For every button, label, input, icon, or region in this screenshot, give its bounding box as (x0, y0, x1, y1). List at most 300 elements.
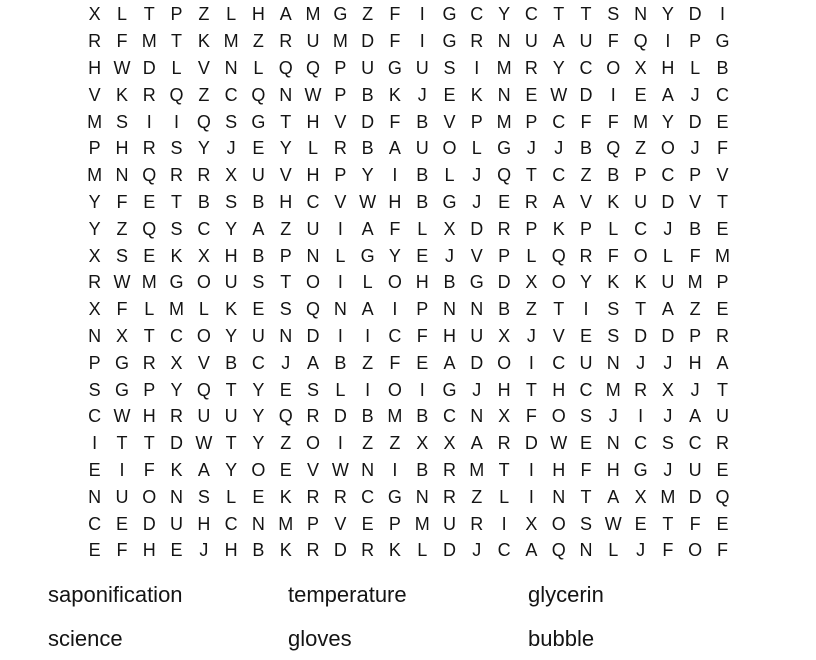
grid-letter-r8c18[interactable]: A (552, 191, 565, 212)
grid-letter-r7c6[interactable]: X (225, 165, 238, 186)
grid-letter-r15c19[interactable]: C (579, 379, 593, 400)
grid-letter-r8c19[interactable]: V (579, 191, 592, 212)
grid-letter-r2c20[interactable]: F (607, 31, 619, 52)
grid-letter-r4c17[interactable]: E (525, 84, 538, 105)
grid-letter-r6c8[interactable]: Y (279, 138, 292, 159)
grid-letter-r15c8[interactable]: E (279, 379, 292, 400)
grid-letter-r12c10[interactable]: N (333, 299, 347, 320)
grid-letter-r2c11[interactable]: D (361, 31, 375, 52)
grid-letter-r5c1[interactable]: M (87, 111, 103, 132)
grid-letter-r20c8[interactable]: M (278, 513, 294, 534)
grid-letter-r7c3[interactable]: Q (142, 165, 157, 186)
grid-letter-r14c12[interactable]: F (389, 352, 401, 373)
grid-letter-r14c1[interactable]: P (88, 352, 101, 373)
grid-letter-r11c9[interactable]: O (306, 272, 321, 293)
grid-letter-r17c19[interactable]: E (579, 433, 592, 454)
grid-letter-r16c19[interactable]: S (579, 406, 592, 427)
grid-letter-r8c3[interactable]: E (143, 191, 156, 212)
grid-letter-r8c15[interactable]: J (472, 191, 482, 212)
grid-letter-r11c10[interactable]: I (337, 272, 343, 293)
grid-letter-r4c3[interactable]: R (142, 84, 156, 105)
grid-letter-r14c7[interactable]: C (251, 352, 265, 373)
grid-letter-r6c5[interactable]: Y (197, 138, 210, 159)
grid-letter-r1c14[interactable]: G (442, 4, 457, 25)
grid-letter-r5c13[interactable]: B (416, 111, 429, 132)
grid-letter-r14c6[interactable]: B (225, 352, 238, 373)
grid-letter-r19c17[interactable]: I (528, 486, 534, 507)
grid-letter-r13c16[interactable]: X (498, 325, 511, 346)
grid-letter-r19c14[interactable]: R (443, 486, 456, 507)
grid-letter-r2c3[interactable]: M (141, 31, 157, 52)
grid-letter-r9c13[interactable]: L (417, 218, 428, 239)
grid-letter-r21c19[interactable]: N (579, 540, 593, 561)
grid-letter-r18c23[interactable]: U (688, 459, 702, 480)
grid-letter-r17c17[interactable]: D (524, 433, 538, 454)
grid-letter-r1c10[interactable]: G (333, 4, 348, 25)
grid-letter-r16c16[interactable]: X (498, 406, 511, 427)
grid-letter-r15c22[interactable]: X (661, 379, 674, 400)
grid-letter-r20c6[interactable]: C (224, 513, 238, 534)
grid-letter-r13c22[interactable]: D (661, 325, 675, 346)
grid-letter-r1c24[interactable]: I (719, 4, 725, 25)
grid-letter-r14c5[interactable]: V (197, 352, 210, 373)
grid-letter-r17c9[interactable]: O (306, 433, 321, 454)
grid-letter-r5c17[interactable]: P (525, 111, 538, 132)
grid-letter-r18c24[interactable]: E (716, 459, 729, 480)
grid-letter-r9c1[interactable]: Y (88, 218, 101, 239)
grid-letter-r6c20[interactable]: Q (606, 138, 621, 159)
grid-letter-r12c21[interactable]: T (635, 299, 647, 320)
grid-letter-r2c22[interactable]: I (665, 31, 671, 52)
grid-letter-r9c10[interactable]: I (337, 218, 343, 239)
grid-letter-r15c16[interactable]: H (497, 379, 511, 400)
grid-letter-r6c9[interactable]: L (308, 138, 319, 159)
grid-letter-r3c9[interactable]: Q (306, 57, 321, 78)
grid-letter-r10c5[interactable]: X (197, 245, 210, 266)
grid-letter-r19c10[interactable]: R (333, 486, 347, 507)
grid-letter-r15c9[interactable]: S (307, 379, 320, 400)
grid-letter-r7c14[interactable]: L (444, 165, 455, 186)
grid-letter-r19c11[interactable]: C (361, 486, 375, 507)
grid-letter-r21c3[interactable]: H (142, 540, 156, 561)
grid-letter-r4c18[interactable]: W (550, 84, 568, 105)
grid-letter-r12c16[interactable]: B (498, 299, 511, 320)
grid-letter-r15c15[interactable]: J (472, 379, 482, 400)
grid-letter-r16c15[interactable]: N (470, 406, 484, 427)
grid-letter-r5c16[interactable]: M (496, 111, 512, 132)
grid-letter-r18c8[interactable]: E (279, 459, 292, 480)
grid-letter-r1c15[interactable]: C (470, 4, 484, 25)
grid-letter-r9c18[interactable]: K (552, 218, 565, 239)
grid-letter-r17c12[interactable]: Z (389, 433, 401, 454)
grid-letter-r9c7[interactable]: A (252, 218, 265, 239)
grid-letter-r12c8[interactable]: S (279, 299, 292, 320)
grid-letter-r19c15[interactable]: Z (471, 486, 483, 507)
grid-letter-r16c8[interactable]: Q (278, 406, 293, 427)
grid-letter-r19c8[interactable]: K (279, 486, 292, 507)
grid-letter-r9c21[interactable]: C (634, 218, 648, 239)
grid-letter-r16c4[interactable]: R (170, 406, 184, 427)
grid-letter-r8c12[interactable]: H (388, 191, 402, 212)
grid-letter-r11c4[interactable]: G (169, 272, 184, 293)
grid-letter-r12c22[interactable]: A (661, 299, 674, 320)
grid-letter-r12c14[interactable]: N (443, 299, 456, 320)
grid-letter-r14c20[interactable]: N (606, 352, 620, 373)
grid-letter-r2c5[interactable]: K (197, 31, 210, 52)
grid-letter-r6c23[interactable]: J (690, 138, 700, 159)
grid-letter-r18c5[interactable]: A (197, 459, 210, 480)
grid-letter-r11c18[interactable]: O (551, 272, 566, 293)
grid-letter-r9c15[interactable]: D (470, 218, 484, 239)
grid-letter-r2c15[interactable]: R (470, 31, 484, 52)
grid-letter-r11c23[interactable]: M (687, 272, 703, 293)
grid-letter-r18c17[interactable]: I (528, 459, 534, 480)
grid-letter-r15c17[interactable]: T (525, 379, 537, 400)
grid-letter-r2c4[interactable]: T (171, 31, 183, 52)
grid-letter-r16c21[interactable]: I (638, 406, 644, 427)
grid-letter-r4c8[interactable]: N (279, 84, 293, 105)
grid-letter-r13c15[interactable]: U (470, 325, 484, 346)
grid-letter-r20c3[interactable]: D (142, 513, 156, 534)
grid-letter-r12c9[interactable]: Q (306, 299, 321, 320)
grid-letter-r4c16[interactable]: N (497, 84, 511, 105)
grid-letter-r18c6[interactable]: Y (225, 459, 238, 480)
grid-letter-r15c21[interactable]: R (634, 379, 648, 400)
grid-letter-r17c5[interactable]: W (195, 433, 213, 454)
grid-letter-r8c24[interactable]: T (716, 191, 728, 212)
grid-letter-r7c24[interactable]: V (716, 165, 729, 186)
grid-letter-r5c7[interactable]: G (251, 111, 266, 132)
grid-letter-r5c11[interactable]: D (361, 111, 375, 132)
grid-letter-r13c4[interactable]: C (170, 325, 184, 346)
grid-letter-r9c24[interactable]: E (716, 218, 729, 239)
grid-letter-r21c4[interactable]: E (170, 540, 183, 561)
grid-letter-r14c22[interactable]: J (663, 352, 673, 373)
grid-letter-r20c16[interactable]: I (501, 513, 507, 534)
grid-letter-r17c8[interactable]: Z (280, 433, 292, 454)
grid-letter-r17c20[interactable]: N (606, 433, 620, 454)
grid-letter-r20c1[interactable]: C (88, 513, 102, 534)
grid-letter-r7c11[interactable]: Y (361, 165, 374, 186)
grid-letter-r18c9[interactable]: V (307, 459, 320, 480)
grid-letter-r1c19[interactable]: T (580, 4, 592, 25)
grid-letter-r18c13[interactable]: B (416, 459, 429, 480)
grid-letter-r8c9[interactable]: C (306, 191, 320, 212)
grid-letter-r21c21[interactable]: J (636, 540, 646, 561)
grid-letter-r18c14[interactable]: R (443, 459, 456, 480)
grid-letter-r13c5[interactable]: O (196, 325, 211, 346)
grid-letter-r1c8[interactable]: A (279, 4, 292, 25)
grid-letter-r7c4[interactable]: R (170, 165, 184, 186)
grid-letter-r11c1[interactable]: R (88, 272, 102, 293)
grid-letter-r1c3[interactable]: T (143, 4, 155, 25)
grid-letter-r8c1[interactable]: Y (88, 191, 101, 212)
grid-letter-r15c1[interactable]: S (88, 379, 101, 400)
grid-letter-r16c10[interactable]: D (333, 406, 347, 427)
grid-letter-r14c23[interactable]: H (688, 352, 702, 373)
grid-letter-r3c6[interactable]: N (224, 57, 238, 78)
grid-letter-r11c12[interactable]: O (387, 272, 402, 293)
grid-letter-r15c4[interactable]: Y (170, 379, 183, 400)
grid-letter-r5c21[interactable]: M (633, 111, 649, 132)
grid-letter-r1c17[interactable]: C (524, 4, 538, 25)
grid-letter-r2c16[interactable]: N (497, 31, 511, 52)
grid-letter-r20c13[interactable]: M (414, 513, 430, 534)
grid-letter-r11c13[interactable]: H (415, 272, 429, 293)
grid-letter-r19c24[interactable]: Q (715, 486, 730, 507)
grid-letter-r10c18[interactable]: Q (551, 245, 566, 266)
grid-letter-r9c12[interactable]: F (389, 218, 401, 239)
grid-letter-r21c11[interactable]: R (361, 540, 375, 561)
grid-letter-r3c18[interactable]: Y (552, 57, 565, 78)
grid-letter-r21c7[interactable]: B (252, 540, 265, 561)
grid-letter-r17c3[interactable]: T (143, 433, 155, 454)
grid-letter-r7c7[interactable]: U (251, 165, 265, 186)
grid-letter-r13c17[interactable]: J (526, 325, 536, 346)
grid-letter-r14c15[interactable]: D (470, 352, 484, 373)
grid-letter-r13c23[interactable]: P (689, 325, 702, 346)
grid-letter-r12c11[interactable]: A (361, 299, 374, 320)
grid-letter-r1c20[interactable]: S (607, 4, 620, 25)
grid-letter-r20c21[interactable]: E (634, 513, 647, 534)
grid-letter-r10c13[interactable]: E (416, 245, 429, 266)
grid-letter-r9c3[interactable]: Q (142, 218, 157, 239)
grid-letter-r14c11[interactable]: Z (362, 352, 374, 373)
grid-letter-r5c12[interactable]: F (389, 111, 401, 132)
grid-letter-r1c6[interactable]: L (226, 4, 237, 25)
grid-letter-r17c16[interactable]: R (497, 433, 511, 454)
grid-letter-r5c4[interactable]: I (174, 111, 180, 132)
grid-letter-r12c20[interactable]: S (607, 299, 620, 320)
grid-letter-r4c2[interactable]: K (115, 84, 128, 105)
grid-letter-r16c11[interactable]: B (361, 406, 374, 427)
grid-letter-r16c24[interactable]: U (715, 406, 729, 427)
grid-letter-r13c18[interactable]: V (552, 325, 565, 346)
grid-letter-r13c7[interactable]: U (251, 325, 265, 346)
grid-letter-r16c3[interactable]: H (142, 406, 156, 427)
grid-letter-r13c8[interactable]: N (279, 325, 293, 346)
grid-letter-r6c21[interactable]: Z (635, 138, 647, 159)
grid-letter-r14c21[interactable]: J (636, 352, 646, 373)
grid-letter-r11c14[interactable]: B (443, 272, 456, 293)
grid-letter-r20c15[interactable]: R (470, 513, 484, 534)
grid-letter-r5c10[interactable]: V (334, 111, 347, 132)
grid-letter-r1c5[interactable]: Z (198, 4, 210, 25)
grid-letter-r17c23[interactable]: C (688, 433, 702, 454)
grid-letter-r9c4[interactable]: S (170, 218, 183, 239)
grid-letter-r1c4[interactable]: P (170, 4, 183, 25)
grid-letter-r15c24[interactable]: T (716, 379, 728, 400)
grid-letter-r4c14[interactable]: E (443, 84, 456, 105)
grid-letter-r21c8[interactable]: K (279, 540, 292, 561)
grid-letter-r21c2[interactable]: F (116, 540, 128, 561)
grid-letter-r8c14[interactable]: G (442, 191, 457, 212)
grid-letter-r20c18[interactable]: O (551, 513, 566, 534)
grid-letter-r8c13[interactable]: B (416, 191, 429, 212)
grid-letter-r2c1[interactable]: R (88, 31, 102, 52)
grid-letter-r10c4[interactable]: K (170, 245, 183, 266)
grid-letter-r13c11[interactable]: I (365, 325, 371, 346)
grid-letter-r8c20[interactable]: K (607, 191, 620, 212)
grid-letter-r8c7[interactable]: B (252, 191, 265, 212)
grid-letter-r16c14[interactable]: C (443, 406, 456, 427)
grid-letter-r11c24[interactable]: P (716, 272, 729, 293)
grid-letter-r3c21[interactable]: X (634, 57, 647, 78)
grid-letter-r10c22[interactable]: L (662, 245, 673, 266)
grid-letter-r17c2[interactable]: T (116, 433, 128, 454)
grid-letter-r13c10[interactable]: I (337, 325, 343, 346)
grid-letter-r10c23[interactable]: F (689, 245, 701, 266)
grid-letter-r1c1[interactable]: X (88, 4, 101, 25)
grid-letter-r6c18[interactable]: J (554, 138, 564, 159)
grid-letter-r17c4[interactable]: D (170, 433, 184, 454)
grid-letter-r8c2[interactable]: F (116, 191, 128, 212)
grid-letter-r9c23[interactable]: B (689, 218, 702, 239)
grid-letter-r9c17[interactable]: P (525, 218, 538, 239)
grid-letter-r8c22[interactable]: D (661, 191, 675, 212)
grid-letter-r3c3[interactable]: D (142, 57, 156, 78)
grid-letter-r7c17[interactable]: T (525, 165, 537, 186)
grid-letter-r8c21[interactable]: U (634, 191, 648, 212)
grid-letter-r7c19[interactable]: Z (580, 165, 592, 186)
grid-letter-r10c19[interactable]: R (579, 245, 593, 266)
grid-letter-r19c3[interactable]: O (142, 486, 157, 507)
grid-letter-r8c10[interactable]: V (334, 191, 347, 212)
grid-letter-r4c5[interactable]: Z (198, 84, 210, 105)
grid-letter-r9c14[interactable]: X (443, 218, 456, 239)
grid-letter-r1c22[interactable]: Y (661, 4, 674, 25)
grid-letter-r6c11[interactable]: B (361, 138, 374, 159)
grid-letter-r3c16[interactable]: M (496, 57, 512, 78)
grid-letter-r20c4[interactable]: U (170, 513, 184, 534)
grid-letter-r3c2[interactable]: W (113, 57, 131, 78)
grid-letter-r12c19[interactable]: I (583, 299, 589, 320)
grid-letter-r5c14[interactable]: V (443, 111, 456, 132)
grid-letter-r7c10[interactable]: P (334, 165, 347, 186)
grid-letter-r20c5[interactable]: H (197, 513, 211, 534)
grid-letter-r2c9[interactable]: U (306, 31, 320, 52)
grid-letter-r9c9[interactable]: U (306, 218, 320, 239)
grid-letter-r17c24[interactable]: R (715, 433, 729, 454)
grid-letter-r6c1[interactable]: P (88, 138, 101, 159)
grid-letter-r6c6[interactable]: J (226, 138, 236, 159)
grid-letter-r13c19[interactable]: E (579, 325, 592, 346)
grid-letter-r16c1[interactable]: C (88, 406, 102, 427)
grid-letter-r4c20[interactable]: I (610, 84, 616, 105)
grid-letter-r2c12[interactable]: F (389, 31, 401, 52)
grid-letter-r14c19[interactable]: U (579, 352, 593, 373)
grid-letter-r9c11[interactable]: A (361, 218, 374, 239)
grid-letter-r3c12[interactable]: G (387, 57, 402, 78)
grid-letter-r6c14[interactable]: O (442, 138, 457, 159)
grid-letter-r21c17[interactable]: A (525, 540, 538, 561)
grid-letter-r14c18[interactable]: C (552, 352, 566, 373)
grid-letter-r3c17[interactable]: R (524, 57, 538, 78)
grid-letter-r17c14[interactable]: X (443, 433, 456, 454)
grid-letter-r21c22[interactable]: F (662, 540, 674, 561)
grid-letter-r19c12[interactable]: G (387, 486, 402, 507)
grid-letter-r13c12[interactable]: C (388, 325, 402, 346)
grid-letter-r19c22[interactable]: M (660, 486, 676, 507)
grid-letter-r20c24[interactable]: E (716, 513, 729, 534)
grid-letter-r12c4[interactable]: M (169, 299, 185, 320)
grid-letter-r13c21[interactable]: D (634, 325, 648, 346)
grid-letter-r5c3[interactable]: I (146, 111, 152, 132)
grid-letter-r3c4[interactable]: L (171, 57, 182, 78)
grid-letter-r10c15[interactable]: V (470, 245, 483, 266)
grid-letter-r15c14[interactable]: G (442, 379, 457, 400)
grid-letter-r6c13[interactable]: U (415, 138, 429, 159)
grid-letter-r12c23[interactable]: Z (689, 299, 701, 320)
grid-letter-r20c9[interactable]: P (307, 513, 320, 534)
grid-letter-r7c9[interactable]: H (306, 165, 320, 186)
grid-letter-r6c15[interactable]: L (471, 138, 482, 159)
grid-letter-r7c1[interactable]: M (87, 165, 103, 186)
grid-letter-r6c10[interactable]: R (333, 138, 347, 159)
grid-letter-r9c22[interactable]: J (663, 218, 673, 239)
grid-letter-r17c6[interactable]: T (225, 433, 237, 454)
grid-letter-r10c2[interactable]: S (115, 245, 128, 266)
grid-letter-r18c16[interactable]: T (498, 459, 510, 480)
grid-letter-r11c3[interactable]: M (141, 272, 157, 293)
grid-letter-r11c8[interactable]: T (280, 272, 292, 293)
grid-letter-r12c13[interactable]: P (416, 299, 429, 320)
grid-letter-r1c2[interactable]: L (116, 4, 127, 25)
grid-letter-r15c20[interactable]: M (605, 379, 621, 400)
grid-letter-r1c23[interactable]: D (688, 4, 702, 25)
grid-letter-r15c3[interactable]: P (143, 379, 156, 400)
grid-letter-r11c21[interactable]: K (634, 272, 647, 293)
grid-letter-r4c7[interactable]: Q (251, 84, 266, 105)
grid-letter-r16c2[interactable]: W (113, 406, 131, 427)
grid-letter-r21c12[interactable]: K (388, 540, 401, 561)
grid-letter-r7c12[interactable]: I (392, 165, 398, 186)
grid-letter-r17c11[interactable]: Z (362, 433, 374, 454)
grid-letter-r11c19[interactable]: Y (579, 272, 592, 293)
grid-letter-r19c16[interactable]: L (499, 486, 510, 507)
grid-letter-r10c16[interactable]: P (498, 245, 511, 266)
grid-letter-r19c20[interactable]: A (607, 486, 620, 507)
grid-letter-r14c10[interactable]: B (334, 352, 347, 373)
grid-letter-r18c19[interactable]: F (580, 459, 592, 480)
grid-letter-r13c14[interactable]: H (443, 325, 456, 346)
grid-letter-r17c1[interactable]: I (92, 433, 98, 454)
grid-letter-r19c18[interactable]: N (552, 486, 566, 507)
grid-letter-r9c6[interactable]: Y (225, 218, 238, 239)
grid-letter-r20c22[interactable]: T (662, 513, 674, 534)
grid-letter-r18c10[interactable]: W (331, 459, 349, 480)
grid-letter-r7c8[interactable]: V (279, 165, 292, 186)
grid-letter-r12c6[interactable]: K (225, 299, 238, 320)
grid-letter-r7c23[interactable]: P (689, 165, 702, 186)
grid-letter-r16c9[interactable]: R (306, 406, 320, 427)
grid-letter-r11c11[interactable]: L (362, 272, 373, 293)
grid-letter-r14c2[interactable]: G (114, 352, 129, 373)
grid-letter-r10c17[interactable]: L (526, 245, 537, 266)
grid-letter-r9c2[interactable]: Z (116, 218, 128, 239)
grid-letter-r21c18[interactable]: Q (551, 540, 566, 561)
grid-letter-r3c8[interactable]: Q (278, 57, 293, 78)
grid-letter-r15c11[interactable]: I (365, 379, 371, 400)
grid-letter-r17c10[interactable]: I (337, 433, 343, 454)
grid-letter-r3c14[interactable]: S (443, 57, 456, 78)
grid-letter-r13c2[interactable]: X (115, 325, 128, 346)
grid-letter-r18c7[interactable]: O (251, 459, 266, 480)
grid-letter-r18c3[interactable]: F (143, 459, 155, 480)
grid-letter-r5c24[interactable]: E (716, 111, 729, 132)
grid-letter-r4c6[interactable]: C (224, 84, 238, 105)
grid-letter-r2c23[interactable]: P (689, 31, 702, 52)
